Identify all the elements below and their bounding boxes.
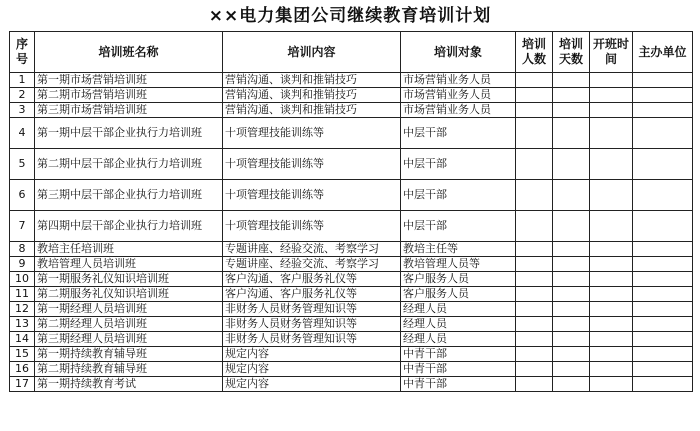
cell-people xyxy=(516,149,553,180)
cell-content: 营销沟通、谈判和推销技巧 xyxy=(223,73,401,88)
cell-content: 客户沟通、客户服务礼仪等 xyxy=(223,272,401,287)
cell-org xyxy=(633,317,693,332)
cell-start xyxy=(590,242,633,257)
cell-name: 第二期持续教育辅导班 xyxy=(35,362,223,377)
cell-target: 中青干部 xyxy=(401,347,516,362)
cell-org xyxy=(633,362,693,377)
cell-days xyxy=(553,242,590,257)
cell-target: 客户服务人员 xyxy=(401,287,516,302)
cell-seq: 6 xyxy=(10,180,35,211)
cell-seq: 9 xyxy=(10,257,35,272)
table-row xyxy=(10,103,693,118)
cell-content: 十项管理技能训练等 xyxy=(223,149,401,180)
table-row xyxy=(10,302,693,317)
cell-days xyxy=(553,302,590,317)
cell-org xyxy=(633,257,693,272)
cell-org xyxy=(633,103,693,118)
cell-start xyxy=(590,287,633,302)
cell-name: 第二期经理人员培训班 xyxy=(35,317,223,332)
cell-target: 中层干部 xyxy=(401,211,516,242)
cell-people xyxy=(516,287,553,302)
table-row xyxy=(10,149,693,180)
cell-start xyxy=(590,347,633,362)
cell-people xyxy=(516,118,553,149)
table-row xyxy=(10,272,693,287)
cell-name: 第四期中层干部企业执行力培训班 xyxy=(35,211,223,242)
cell-seq: 3 xyxy=(10,103,35,118)
training-plan-table xyxy=(9,31,693,392)
cell-days xyxy=(553,377,590,392)
cell-start xyxy=(590,317,633,332)
cell-people xyxy=(516,103,553,118)
cell-seq: 17 xyxy=(10,377,35,392)
cell-target: 中青干部 xyxy=(401,377,516,392)
cell-start xyxy=(590,257,633,272)
cell-seq: 13 xyxy=(10,317,35,332)
cell-name: 第一期经理人员培训班 xyxy=(35,302,223,317)
table-row xyxy=(10,332,693,347)
header-target: 培训对象 xyxy=(401,32,516,73)
table-row xyxy=(10,180,693,211)
header-name: 培训班名称 xyxy=(35,32,223,73)
table-body xyxy=(10,73,693,392)
cell-people xyxy=(516,257,553,272)
cell-days xyxy=(553,332,590,347)
cell-start xyxy=(590,149,633,180)
cell-days xyxy=(553,88,590,103)
cell-org xyxy=(633,211,693,242)
cell-target: 市场营销业务人员 xyxy=(401,73,516,88)
cell-people xyxy=(516,302,553,317)
cell-people xyxy=(516,73,553,88)
cell-org xyxy=(633,302,693,317)
cell-org xyxy=(633,332,693,347)
cell-name: 第一期中层干部企业执行力培训班 xyxy=(35,118,223,149)
cell-org xyxy=(633,73,693,88)
cell-start xyxy=(590,103,633,118)
table-row xyxy=(10,88,693,103)
cell-days xyxy=(553,287,590,302)
cell-name: 第二期中层干部企业执行力培训班 xyxy=(35,149,223,180)
cell-days xyxy=(553,180,590,211)
cell-name: 第二期市场营销培训班 xyxy=(35,88,223,103)
header-content: 培训内容 xyxy=(223,32,401,73)
cell-seq: 4 xyxy=(10,118,35,149)
cell-people xyxy=(516,88,553,103)
cell-content: 非财务人员财务管理知识等 xyxy=(223,317,401,332)
cell-people xyxy=(516,317,553,332)
cell-target: 经理人员 xyxy=(401,317,516,332)
cell-start xyxy=(590,362,633,377)
cell-target: 市场营销业务人员 xyxy=(401,88,516,103)
cell-name: 第三期中层干部企业执行力培训班 xyxy=(35,180,223,211)
cell-target: 中青干部 xyxy=(401,362,516,377)
table-row xyxy=(10,362,693,377)
cell-people xyxy=(516,332,553,347)
cell-target: 经理人员 xyxy=(401,302,516,317)
cell-days xyxy=(553,118,590,149)
cell-people xyxy=(516,242,553,257)
cell-days xyxy=(553,257,590,272)
cell-seq: 16 xyxy=(10,362,35,377)
cell-target: 中层干部 xyxy=(401,149,516,180)
cell-name: 第一期市场营销培训班 xyxy=(35,73,223,88)
table-row xyxy=(10,347,693,362)
table-row xyxy=(10,377,693,392)
cell-content: 十项管理技能训练等 xyxy=(223,118,401,149)
header-start: 开班时间 xyxy=(590,32,633,73)
cell-content: 规定内容 xyxy=(223,347,401,362)
cell-org xyxy=(633,242,693,257)
cell-days xyxy=(553,149,590,180)
cell-content: 专题讲座、经验交流、考察学习 xyxy=(223,257,401,272)
cell-target: 中层干部 xyxy=(401,118,516,149)
cell-start xyxy=(590,272,633,287)
cell-content: 客户沟通、客户服务礼仪等 xyxy=(223,287,401,302)
cell-seq: 12 xyxy=(10,302,35,317)
table-row xyxy=(10,73,693,88)
cell-org xyxy=(633,287,693,302)
cell-name: 教培管理人员培训班 xyxy=(35,257,223,272)
cell-people xyxy=(516,272,553,287)
cell-org xyxy=(633,149,693,180)
cell-name: 教培主任培训班 xyxy=(35,242,223,257)
cell-start xyxy=(590,332,633,347)
cell-content: 非财务人员财务管理知识等 xyxy=(223,302,401,317)
cell-people xyxy=(516,180,553,211)
cell-seq: 2 xyxy=(10,88,35,103)
cell-org xyxy=(633,347,693,362)
cell-days xyxy=(553,211,590,242)
header-days: 培训天数 xyxy=(553,32,590,73)
table-row xyxy=(10,287,693,302)
table-row xyxy=(10,118,693,149)
cell-people xyxy=(516,377,553,392)
cell-content: 营销沟通、谈判和推销技巧 xyxy=(223,103,401,118)
page-title: ××电力集团公司继续教育培训计划 xyxy=(208,6,492,26)
header-people: 培训人数 xyxy=(516,32,553,73)
cell-content: 规定内容 xyxy=(223,377,401,392)
cell-name: 第一期服务礼仪知识培训班 xyxy=(35,272,223,287)
cell-seq: 5 xyxy=(10,149,35,180)
cell-name: 第三期市场营销培训班 xyxy=(35,103,223,118)
cell-start xyxy=(590,377,633,392)
cell-seq: 1 xyxy=(10,73,35,88)
cell-content: 十项管理技能训练等 xyxy=(223,211,401,242)
cell-name: 第一期持续教育辅导班 xyxy=(35,347,223,362)
cell-seq: 10 xyxy=(10,272,35,287)
header-seq: 序号 xyxy=(10,32,35,73)
cell-start xyxy=(590,302,633,317)
cell-org xyxy=(633,272,693,287)
cell-org xyxy=(633,377,693,392)
cell-days xyxy=(553,317,590,332)
cell-content: 规定内容 xyxy=(223,362,401,377)
cell-start xyxy=(590,118,633,149)
cell-name: 第一期持续教育考试 xyxy=(35,377,223,392)
table-row xyxy=(10,317,693,332)
cell-days xyxy=(553,73,590,88)
cell-target: 中层干部 xyxy=(401,180,516,211)
cell-days xyxy=(553,103,590,118)
cell-days xyxy=(553,272,590,287)
cell-target: 经理人员 xyxy=(401,332,516,347)
cell-start xyxy=(590,211,633,242)
cell-start xyxy=(590,180,633,211)
cell-seq: 14 xyxy=(10,332,35,347)
cell-target: 教培主任等 xyxy=(401,242,516,257)
cell-days xyxy=(553,347,590,362)
header-org: 主办单位 xyxy=(633,32,693,73)
cell-content: 专题讲座、经验交流、考察学习 xyxy=(223,242,401,257)
cell-seq: 8 xyxy=(10,242,35,257)
cell-people xyxy=(516,362,553,377)
cell-org xyxy=(633,118,693,149)
cell-org xyxy=(633,180,693,211)
cell-content: 非财务人员财务管理知识等 xyxy=(223,332,401,347)
table-row xyxy=(10,211,693,242)
cell-target: 教培管理人员等 xyxy=(401,257,516,272)
cell-org xyxy=(633,88,693,103)
cell-people xyxy=(516,347,553,362)
cell-name: 第二期服务礼仪知识培训班 xyxy=(35,287,223,302)
cell-people xyxy=(516,211,553,242)
cell-seq: 7 xyxy=(10,211,35,242)
cell-content: 十项管理技能训练等 xyxy=(223,180,401,211)
cell-start xyxy=(590,73,633,88)
cell-days xyxy=(553,362,590,377)
cell-target: 市场营销业务人员 xyxy=(401,103,516,118)
cell-content: 营销沟通、谈判和推销技巧 xyxy=(223,88,401,103)
table-row xyxy=(10,242,693,257)
table-header-row xyxy=(10,32,693,73)
cell-start xyxy=(590,88,633,103)
cell-seq: 11 xyxy=(10,287,35,302)
cell-target: 客户服务人员 xyxy=(401,272,516,287)
cell-seq: 15 xyxy=(10,347,35,362)
table-row xyxy=(10,257,693,272)
cell-name: 第三期经理人员培训班 xyxy=(35,332,223,347)
